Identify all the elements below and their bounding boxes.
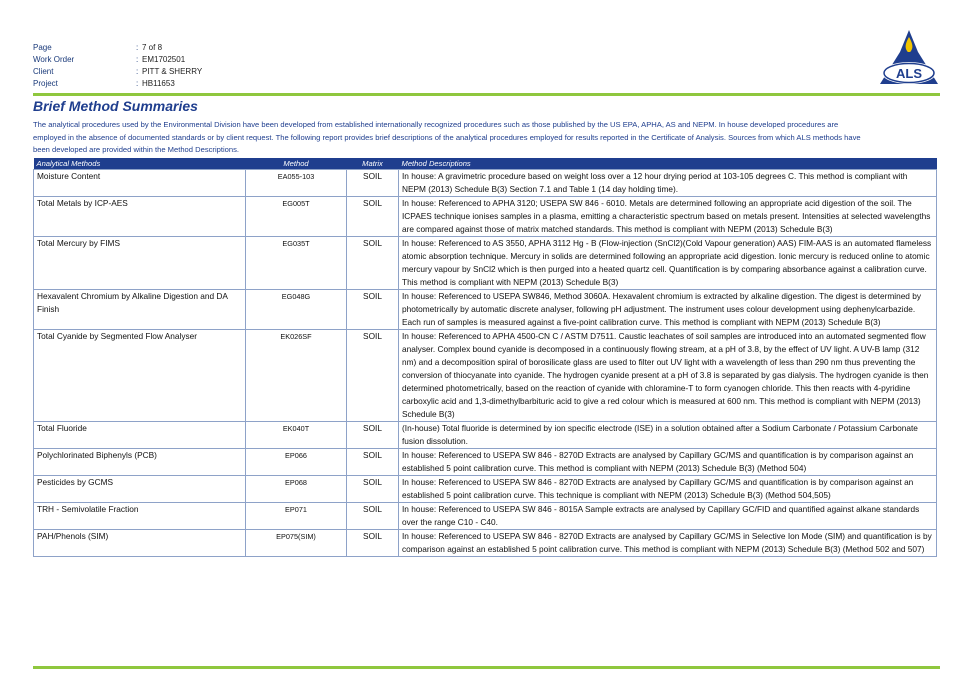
matrix-cell: SOIL bbox=[347, 330, 399, 422]
method-code-cell: EK040T bbox=[246, 422, 347, 449]
column-header-method-descriptions: Method Descriptions bbox=[399, 158, 937, 170]
analytical-method-cell: Total Mercury by FIMS bbox=[34, 237, 246, 290]
table-header-row bbox=[34, 158, 937, 170]
analytical-method-cell: Polychlorinated Biphenyls (PCB) bbox=[34, 449, 246, 476]
matrix-cell: SOIL bbox=[347, 530, 399, 557]
header-row-page: Page : 7 of 8 bbox=[33, 43, 163, 52]
header-value: PITT & SHERRY bbox=[142, 67, 203, 76]
analytical-method-cell: PAH/Phenols (SIM) bbox=[34, 530, 246, 557]
matrix-cell: SOIL bbox=[347, 476, 399, 503]
header-label: Work Order bbox=[33, 55, 75, 64]
analytical-method-cell: TRH - Semivolatile Fraction bbox=[34, 503, 246, 530]
method-code-cell: EP068 bbox=[246, 476, 347, 503]
description-cell: In house: Referenced to USEPA SW 846 - 8270D Extracts are analysed by Capillary GC/MS and quantification is by comparison against an established 5 point calibration curve. This method is compliant with NEPM (2013) Schedule B(3) (Method 504) bbox=[399, 449, 937, 476]
header-value: EM1702501 bbox=[142, 55, 186, 64]
matrix-cell: SOIL bbox=[347, 170, 399, 197]
table-row bbox=[34, 330, 937, 422]
matrix-cell: SOIL bbox=[347, 503, 399, 530]
analytical-method-cell: Total Metals by ICP-AES bbox=[34, 197, 246, 237]
matrix-cell: SOIL bbox=[347, 449, 399, 476]
top-divider bbox=[33, 93, 940, 96]
table-row bbox=[34, 503, 937, 530]
matrix-cell: SOIL bbox=[347, 422, 399, 449]
column-header-analytical-methods: Analytical Methods bbox=[34, 158, 246, 170]
description-cell: In house: Referenced to USEPA SW 846 - 8270D Extracts are analysed by Capillary GC/MS in Selective Ion Mode (SIM) and quantification is by comparison against an established 5 point calibration curve. This method is compliant with NEPM (2013) Schedule B(3) (Method 502 and 507) bbox=[399, 530, 937, 557]
description-cell: In house: Referenced to APHA 3120; USEPA SW 846 - 6010. Metals are determined following an appropriate acid digestion of the soil. The ICPAES technique ionises samples in a plasma, emitting a characteristic spectrum based on metals present. Intensities at selected wavelengths are compared against those of matrix matched standards. This method is compliant with NEPM (2013) Schedule B(3) bbox=[399, 197, 937, 237]
table-row bbox=[34, 197, 937, 237]
table-row bbox=[34, 237, 937, 290]
table-row bbox=[34, 476, 937, 503]
method-code-cell: EP066 bbox=[246, 449, 347, 476]
table-row bbox=[34, 449, 937, 476]
description-cell: (In-house) Total fluoride is determined by ion specific electrode (ISE) in a solution obtained after a Sodium Carbonate / Potassium Carbonate fusion dissolution. bbox=[399, 422, 937, 449]
description-cell: In house: Referenced to APHA 4500-CN C / ASTM D7511. Caustic leachates of soil samples are introduced into an automated segmented flow analyser. Complex bound cyanide is decomposed in a continuously flowing stream, at a pH of 3.8, by the effect of UV light. A UV-B lamp (312 nm) and a decomposition spiral of borosilicate glass are used to filter out UV light with a wavelength of less than 290 nm thus preventing the conversion of thiocyanate into cyanide. The hydrogen cyanide present at a pH of 3.8 is separated by gas dialysis. The hydrogen cyanide is then determined photometrically, based on the reaction of cyanide with chloramine-T to form cyanogen chloride. This then reacts with 4-pyridine carboxylic acid and 1,3-dimethylbarbituric acid to give a red colour which is measured at 600 nm. This method is compliant with NEPM (2013) Schedule B(3) bbox=[399, 330, 937, 422]
matrix-cell: SOIL bbox=[347, 237, 399, 290]
method-code-cell: EP071 bbox=[246, 503, 347, 530]
description-cell: In house: Referenced to USEPA SW 846 - 8270D Extracts are analysed by Capillary GC/MS and quantification is by comparison against an established 5 point calibration curve. This technique is compliant with NEPM (2013) Schedule B(3) (Method 504,505) bbox=[399, 476, 937, 503]
analytical-method-cell: Hexavalent Chromium by Alkaline Digestion and DA Finish bbox=[34, 290, 246, 330]
analytical-method-cell: Pesticides by GCMS bbox=[34, 476, 246, 503]
method-code-cell: EG005T bbox=[246, 197, 347, 237]
header-value: HB11653 bbox=[142, 79, 175, 88]
method-summary-table bbox=[33, 158, 937, 557]
header-value: 7 of 8 bbox=[142, 43, 163, 52]
report-header bbox=[33, 42, 202, 90]
analytical-method-cell: Total Fluoride bbox=[34, 422, 246, 449]
analytical-method-cell: Total Cyanide by Segmented Flow Analyser bbox=[34, 330, 246, 422]
page-title: Brief Method Summaries bbox=[33, 98, 198, 114]
method-code-cell: EG048G bbox=[246, 290, 347, 330]
method-code-cell: EK026SF bbox=[246, 330, 347, 422]
header-row-work-order: Work Order : EM1702501 bbox=[33, 55, 186, 64]
table-row bbox=[34, 290, 937, 330]
table-row bbox=[34, 170, 937, 197]
header-row-client: Client : PITT & SHERRY bbox=[33, 67, 203, 76]
description-cell: In house: Referenced to USEPA SW 846 - 8015A Sample extracts are analysed by Capillary GC/FID and quantified against alkane standards over the range C10 - C40. bbox=[399, 503, 937, 530]
bottom-divider bbox=[33, 666, 940, 669]
header-label: Project bbox=[33, 79, 58, 88]
matrix-cell: SOIL bbox=[347, 290, 399, 330]
intro-paragraph: The analytical procedures used by the Environmental Division have been developed from established internationally recognized procedures such as those published by the US EPA, APHA, AS and NEPM. In house developed procedures are employed in the absence of documented standards or by client request. The following report provides brief descriptions of the analytical procedures employed for results reported in the Certificate of Analysis. Sources from which ALS methods have been developed are provided within the Method Descriptions. bbox=[33, 120, 861, 155]
header-label: Page bbox=[33, 43, 52, 52]
header-row-project: Project : HB11653 bbox=[33, 79, 175, 88]
method-code-cell: EP075(SIM) bbox=[246, 530, 347, 557]
method-code-cell: EG035T bbox=[246, 237, 347, 290]
description-cell: In house: Referenced to AS 3550, APHA 3112 Hg - B (Flow-injection (SnCl2)(Cold Vapour generation) AAS) FIM-AAS is an automated flameless atomic absorption technique. Mercury in solids are determined following an appropriate acid digestion. Ionic mercury is reduced online to atomic mercury vapour by SnCl2 which is then purged into a heated quartz cell. Quantification is by comparing absorbance against a calibration curve. This method is compliant with NEPM (2013) Schedule B(3) bbox=[399, 237, 937, 290]
als-logo-icon bbox=[876, 28, 942, 90]
logo-text: ALS bbox=[896, 66, 922, 81]
column-header-method: Method bbox=[246, 158, 347, 170]
analytical-method-cell: Moisture Content bbox=[34, 170, 246, 197]
matrix-cell: SOIL bbox=[347, 197, 399, 237]
table-row bbox=[34, 530, 937, 557]
description-cell: In house: Referenced to USEPA SW846, Method 3060A. Hexavalent chromium is extracted by alkaline digestion. The digest is determined by photometrically by automatic discrete analyser, following pH adjustment. The instrument uses colour development using dephenylcarbazide. Each run of samples is measured against a five-point calibration curve. This method is compliant with NEPM (2013) Schedule B(3) bbox=[399, 290, 937, 330]
method-code-cell: EA055-103 bbox=[246, 170, 347, 197]
table-row bbox=[34, 422, 937, 449]
column-header-matrix: Matrix bbox=[347, 158, 399, 170]
header-label: Client bbox=[33, 67, 54, 76]
description-cell: In house: A gravimetric procedure based on weight loss over a 12 hour drying period at 103-105 degrees C. This method is compliant with NEPM (2013) Schedule B(3) Section 7.1 and Table 1 (14 day holding time). bbox=[399, 170, 937, 197]
